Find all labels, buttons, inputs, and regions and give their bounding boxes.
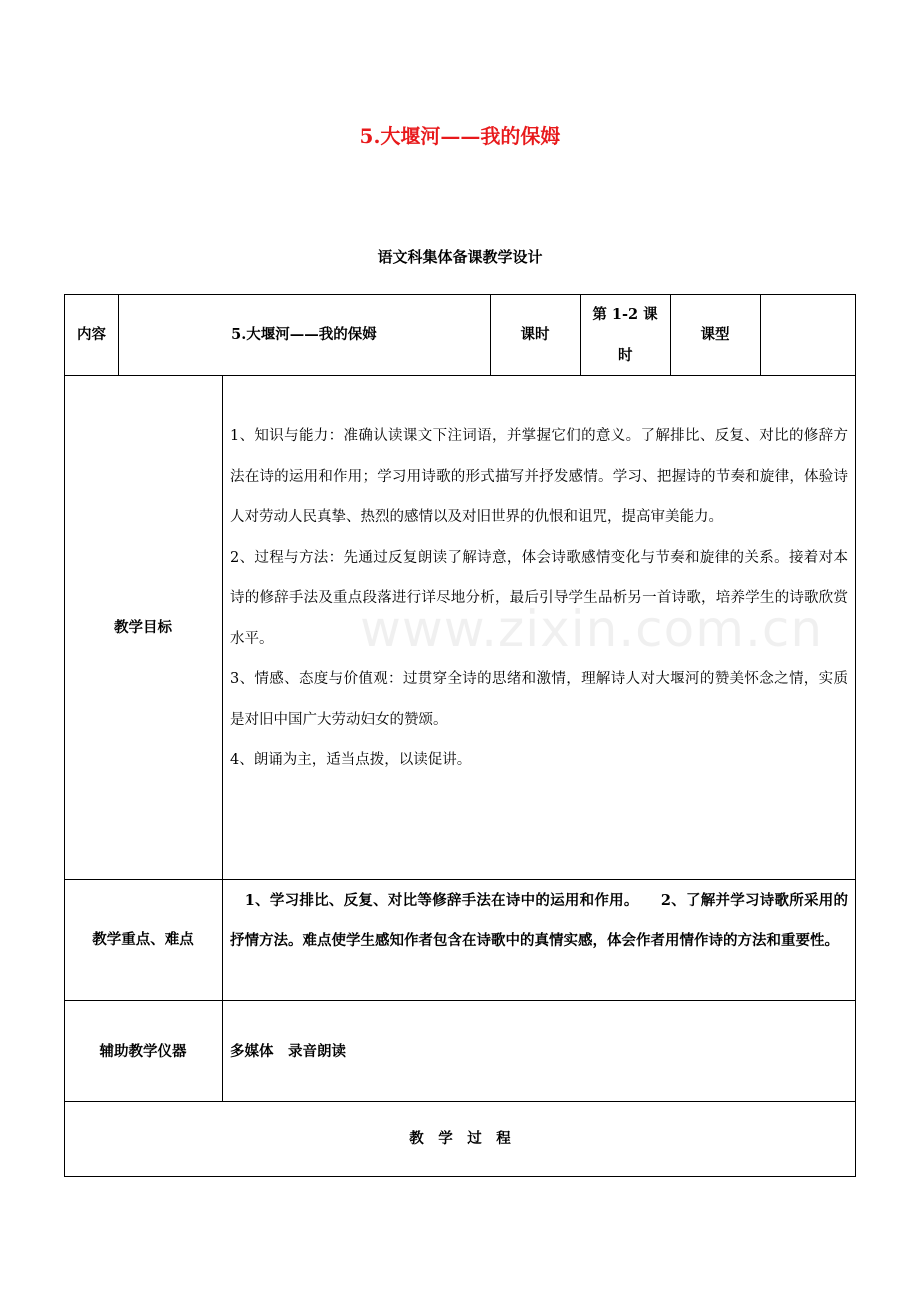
- hours-value-line1: 第 1-2 课: [592, 306, 658, 323]
- objectives-text: [230, 416, 848, 781]
- objective-paragraph-3: 3、情感、态度与价值观：过贯穿全诗的思绪和激情，理解诗人对大堰河的赞美怀念之情，实质是对旧中国广大劳动妇女的赞颂。: [230, 671, 848, 728]
- type-label: 课型: [700, 326, 730, 343]
- table-border-bottom: [64, 1176, 856, 1177]
- objective-paragraph-2: 2、过程与方法：先通过反复朗读了解诗意，体会诗歌感情变化与节奏和旋律的关系。接着对本诗的修辞手法及重点段落进行详尽地分析，最后引导学生品析另一首诗歌，培养学生的诗歌欣赏水平。: [230, 549, 848, 647]
- watermark: www.zixin.com.cn: [360, 600, 824, 658]
- label-column-divider: [222, 375, 223, 1102]
- table-border-right: [855, 294, 856, 1177]
- document-subtitle: 语文科集体备课教学设计: [377, 248, 543, 266]
- objective-paragraph-4: 4、朗诵为主，适当点拨，以读促讲。: [230, 752, 472, 768]
- key-points-label: 教学重点、难点: [92, 931, 194, 948]
- document-title: 5.大堰河——我的保姆: [359, 124, 561, 148]
- table-border-row3: [64, 1000, 856, 1001]
- content-label: 内容: [77, 326, 106, 343]
- hours-label: 课时: [520, 326, 550, 343]
- key-points-text: 1、学习排比、反复、对比等修辞手法在诗中的运用和作用。 2、了解并学习诗歌所采用的抒情方法。难点使学生感知作者包含在诗歌中的真情实感，体会作者用情作诗的方法和重要性。: [230, 892, 848, 949]
- lesson-title-cell: 5.大堰河——我的保姆: [231, 326, 377, 343]
- table-border-top: [64, 294, 856, 295]
- hours-value-line2: 时: [618, 347, 633, 364]
- equipment-label: 辅助教学仪器: [99, 1043, 187, 1060]
- equipment-value: 多媒体 录音朗读: [230, 1043, 346, 1060]
- table-border-row1: [64, 375, 856, 376]
- process-label: 教 学 过 程: [409, 1130, 511, 1147]
- table-border-row4: [64, 1101, 856, 1102]
- table-border-row2: [64, 879, 856, 880]
- header-divider-5: [760, 294, 761, 376]
- objective-paragraph-1: 1、知识与能力：准确认读课文下注词语，并掌握它们的意义。了解排比、反复、对比的修辞方法在诗的运用和作用；学习用诗歌的形式描写并抒发感情。学习、把握诗的节奏和旋律，体验诗人对劳动人民真挚、热烈的感情以及对旧世界的仇恨和诅咒，提高审美能力。: [230, 428, 848, 525]
- objectives-label: 教学目标: [114, 619, 172, 636]
